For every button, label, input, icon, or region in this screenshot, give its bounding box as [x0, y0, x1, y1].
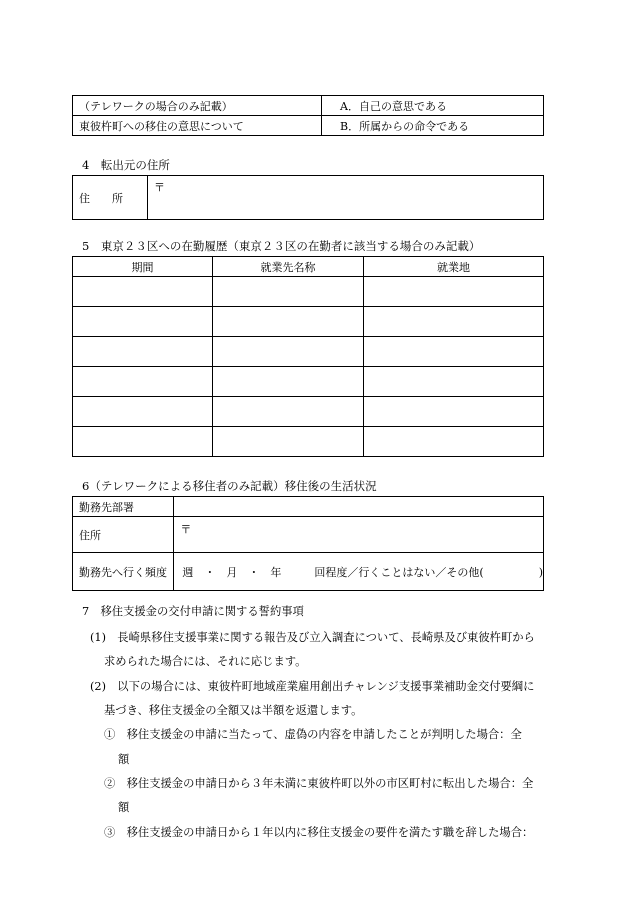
period-cell[interactable]: [73, 307, 213, 337]
period-cell[interactable]: [73, 337, 213, 367]
workplace-dept-field[interactable]: [174, 497, 544, 517]
pledge-sub3-line1: ③ 移住支援金の申請日から１年以内に移住支援金の要件を満たす職を辞した場合：: [104, 826, 534, 839]
visit-frequency-field[interactable]: 週 ・ 月 ・ 年 回程度／行くことはない／その他( ): [174, 553, 544, 591]
table-row: [73, 337, 544, 367]
postal-mark: 〒: [180, 523, 192, 536]
table-row: [73, 307, 544, 337]
column-employer-name: 就業先名称: [213, 257, 364, 277]
intent-label-line1: （テレワークの場合のみ記載）: [73, 96, 322, 116]
tokyo-work-history-table: [72, 256, 544, 457]
intent-label-line2: 東彼杵町への移住の意思について: [73, 116, 322, 136]
period-cell[interactable]: [73, 427, 213, 457]
section6-heading: 6（テレワークによる移住者のみ記載）移住後の生活状況: [82, 479, 377, 493]
column-period: 期間: [73, 257, 213, 277]
employer-name-cell[interactable]: [213, 307, 364, 337]
work-location-cell[interactable]: [364, 277, 544, 307]
pledge-item1-line2: 求められた場合には、それに応じます。: [104, 655, 307, 668]
work-location-cell[interactable]: [364, 427, 544, 457]
period-cell[interactable]: [73, 277, 213, 307]
workplace-address-field[interactable]: [174, 517, 544, 553]
table-row: [73, 427, 544, 457]
visit-frequency-label: 勤務先へ行く頻度: [73, 553, 174, 591]
pledge-item2-line2: 基づき、移住支援金の全額又は半額を返還します。: [104, 704, 363, 717]
table-row: [73, 277, 544, 307]
employer-name-cell[interactable]: [213, 277, 364, 307]
work-location-cell[interactable]: [364, 397, 544, 427]
intent-option-b[interactable]: B．所属からの命令である: [322, 116, 544, 136]
employer-name-cell[interactable]: [213, 397, 364, 427]
postal-mark: 〒: [154, 181, 165, 194]
workplace-address-label: 住所: [73, 517, 174, 553]
previous-address-field[interactable]: [148, 176, 544, 220]
table-row: [73, 397, 544, 427]
employer-name-cell[interactable]: [213, 427, 364, 457]
intent-option-a[interactable]: A．自己の意思である: [322, 96, 544, 116]
previous-address-label: 住 所: [73, 176, 148, 220]
column-work-location: 就業地: [364, 257, 544, 277]
work-location-cell[interactable]: [364, 307, 544, 337]
workplace-dept-label: 勤務先部署: [73, 497, 174, 517]
work-location-cell[interactable]: [364, 337, 544, 367]
pledge-item2-line1: (2) 以下の場合には、東彼杵町地域産業雇用創出チャレンジ支援事業補助金交付要綱に: [90, 680, 535, 693]
section4-heading: 4 転出元の住所: [82, 158, 170, 172]
section7-heading: 7 移住支援金の交付申請に関する誓約事項: [82, 605, 304, 618]
employer-name-cell[interactable]: [213, 367, 364, 397]
table-row: [73, 367, 544, 397]
pledge-item1-line1: (1) 長崎県移住支援事業に関する報告及び立入調査について、長崎県及び東彼杵町から: [90, 631, 535, 644]
pledge-sub2-line1: ② 移住支援金の申請日から３年未満に東彼杵町以外の市区町村に転出した場合：全: [104, 777, 534, 790]
employer-name-cell[interactable]: [213, 337, 364, 367]
previous-address-table: [72, 175, 544, 220]
relocation-intent-table: [72, 95, 544, 136]
pledge-sub2-line2: 額: [118, 801, 130, 814]
period-cell[interactable]: [73, 367, 213, 397]
pledge-sub1-line1: ① 移住支援金の申請に当たって、虚偽の内容を申請したことが判明した場合：全: [104, 728, 522, 741]
work-location-cell[interactable]: [364, 367, 544, 397]
pledge-sub1-line2: 額: [118, 753, 130, 766]
section5-heading: 5 東京２３区への在勤履歴（東京２３区の在勤者に該当する場合のみ記載）: [82, 239, 481, 253]
post-move-living-table: [72, 496, 544, 591]
period-cell[interactable]: [73, 397, 213, 427]
